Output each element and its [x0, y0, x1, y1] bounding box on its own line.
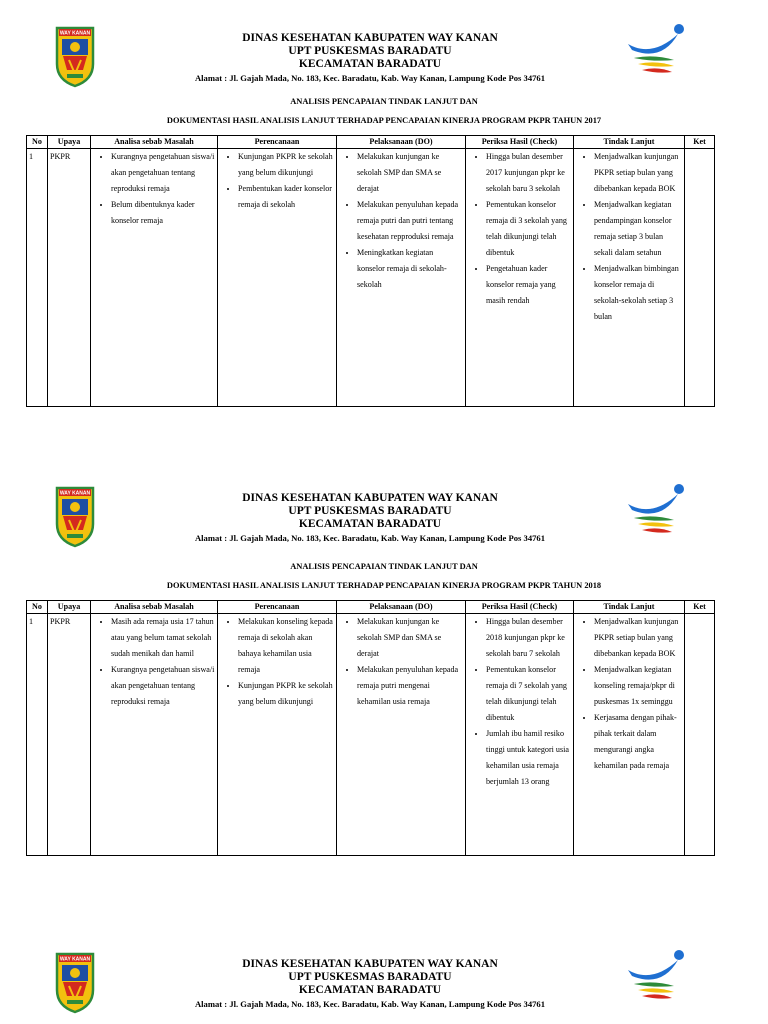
list-item: • Menjadwalkan kegiatan konseling remaja/pkpr di puskesmas 1x seminggu	[594, 662, 682, 710]
letterhead-address: Alamat : Jl. Gajah Mada, No. 183, Kec. Baradatu, Kab. Way Kanan, Lampung Kode Pos 34761	[194, 999, 546, 1009]
list-item: • Kerjasama dengan pihak-pihak terkait dalam mengurangi angka kehamilan pada remaja	[594, 710, 682, 774]
list-item: • Melakukan penyuluhan kepada remaja putri dan putri tentang kesehatan repproduksi remaja	[357, 197, 463, 245]
letterhead-address: Alamat : Jl. Gajah Mada, No. 183, Kec. Baradatu, Kab. Way Kanan, Lampung Kode Pos 34761	[194, 73, 546, 83]
list-item: • Kurangnya pengetahuan siswa/i akan pengetahuan tentang reproduksi remaja	[111, 662, 215, 710]
list-item: • Menjadwalkan kunjungan PKPR setiap bulan yang dibebankan kepada BOK	[594, 614, 682, 662]
cell-tindak-lanjut	[574, 149, 685, 407]
way-kanan-emblem-icon	[55, 950, 95, 1014]
col-header-upaya: Upaya	[48, 136, 91, 149]
list-item: • Pementukan konselor remaja di 3 sekolah yang telah dikunjungi telah dibentuk	[486, 197, 571, 261]
list-item: • Melakukan kunjungan ke sekolah SMP dan SMA se derajat	[357, 614, 463, 662]
cell-analisa	[91, 149, 218, 407]
list-item: • Belum dibentuknya kader konselor remaja	[111, 197, 215, 229]
list-item: • Pembentukan kader konselor remaja di sekolah	[238, 181, 334, 213]
list-item: • Menjadwalkan kegiatan pendampingan konselor remaja setiap 3 bulan sekali dalam setahun	[594, 197, 682, 261]
col-header-ket: Ket	[685, 136, 715, 149]
col-header-periksa: Periksa Hasil (Check)	[466, 601, 574, 614]
list-item: • Kunjungan PKPR ke sekolah yang belum dikunjungi	[238, 678, 334, 710]
analysis-table-2018	[26, 600, 715, 856]
letterhead-agency: DINAS KESEHATAN KABUPATEN WAY KANAN	[242, 492, 498, 504]
letterhead-unit: UPT PUSKESMAS BARADATU	[288, 971, 452, 983]
col-header-analisa: Analisa sebab Masalah	[91, 601, 218, 614]
col-header-pelaksanaan: Pelaksanaan (DO)	[337, 136, 466, 149]
list-item: • Hingga bulan desember 2018 kunjungan pkpr ke sekolah baru 7 sekolah	[486, 614, 571, 662]
cell-perencanaan	[218, 149, 337, 407]
col-header-pelaksanaan: Pelaksanaan (DO)	[337, 601, 466, 614]
cell-upaya: PKPR	[48, 149, 91, 407]
col-header-no: No	[27, 136, 48, 149]
cell-tindak-lanjut	[574, 614, 685, 856]
letterhead-agency: DINAS KESEHATAN KABUPATEN WAY KANAN	[242, 32, 498, 44]
health-swoosh-logo-icon	[624, 948, 686, 1008]
health-swoosh-logo-icon	[624, 22, 686, 82]
list-item: • Melakukan konseling kepada remaja di sekolah akan bahaya kehamilan usia remaja	[238, 614, 334, 678]
analysis-table-2017	[26, 135, 715, 407]
list-item: • Kurangnya pengetahuan siswa/i akan pengetahuan tentang reproduksi remaja	[111, 149, 215, 197]
col-header-no: No	[27, 601, 48, 614]
letterhead-agency: DINAS KESEHATAN KABUPATEN WAY KANAN	[242, 958, 498, 970]
svg-text:WAY KANAN: WAY KANAN	[59, 956, 91, 963]
list-item: • Meningkatkan kegiatan konselor remaja di sekolah-sekolah	[357, 245, 463, 293]
col-header-tindak-lanjut: Tindak Lanjut	[574, 136, 685, 149]
letterhead-address: Alamat : Jl. Gajah Mada, No. 183, Kec. Baradatu, Kab. Way Kanan, Lampung Kode Pos 34761	[194, 533, 546, 543]
cell-no: 1	[27, 614, 48, 856]
col-header-ket: Ket	[685, 601, 715, 614]
col-header-perencanaan: Perencanaan	[218, 601, 337, 614]
list-item: • Pementukan konselor remaja di 7 sekolah yang telah dikunjungi telah dibentuk	[486, 662, 571, 726]
letterhead	[0, 22, 768, 92]
svg-text:WAY KANAN: WAY KANAN	[59, 490, 91, 497]
list-item: • Menjadwalkan kunjungan PKPR setiap bulan yang dibebankan kepada BOK	[594, 149, 682, 197]
report-title-line1: ANALISIS PENCAPAIAN TINDAK LANJUT DAN	[290, 97, 478, 106]
col-header-upaya: Upaya	[48, 601, 91, 614]
health-swoosh-logo-icon	[624, 482, 686, 542]
list-item: • Masih ada remaja usia 17 tahun atau yang belum tamat sekolah sudah menikah dan hamil	[111, 614, 215, 662]
table-header-row	[27, 136, 715, 149]
table-row	[27, 149, 715, 407]
list-item: • Hingga bulan desember 2017 kunjungan pkpr ke sekolah baru 3 sekolah	[486, 149, 571, 197]
col-header-periksa: Periksa Hasil (Check)	[466, 136, 574, 149]
letterhead-unit: UPT PUSKESMAS BARADATU	[288, 45, 452, 57]
cell-analisa	[91, 614, 218, 856]
letterhead-district: KECAMATAN BARADATU	[298, 58, 442, 70]
report-title-line1: ANALISIS PENCAPAIAN TINDAK LANJUT DAN	[290, 562, 478, 571]
col-header-perencanaan: Perencanaan	[218, 136, 337, 149]
letterhead	[0, 482, 768, 552]
cell-periksa	[466, 149, 574, 407]
table-header-row	[27, 601, 715, 614]
col-header-tindak-lanjut: Tindak Lanjut	[574, 601, 685, 614]
cell-pelaksanaan	[337, 614, 466, 856]
list-item: • Jumlah ibu hamil resiko tinggi untuk kategori usia kehamilan usia remaja berjumlah 13 orang	[486, 726, 571, 790]
letterhead-district: KECAMATAN BARADATU	[298, 518, 442, 530]
report-title-line2: DOKUMENTASI HASIL ANALISIS LANJUT TERHADAP PENCAPAIAN KINERJA PROGRAM PKPR TAHUN 2017	[166, 116, 602, 125]
svg-text:WAY KANAN: WAY KANAN	[59, 30, 91, 37]
cell-periksa	[466, 614, 574, 856]
cell-perencanaan	[218, 614, 337, 856]
cell-ket	[685, 614, 715, 856]
list-item: • Pengetahuan kader konselor remaja yang masih rendah	[486, 261, 571, 309]
cell-pelaksanaan	[337, 149, 466, 407]
letterhead	[0, 948, 768, 1018]
letterhead-unit: UPT PUSKESMAS BARADATU	[288, 505, 452, 517]
cell-no: 1	[27, 149, 48, 407]
col-header-analisa: Analisa sebab Masalah	[91, 136, 218, 149]
way-kanan-emblem-icon	[55, 484, 95, 548]
list-item: • Melakukan penyuluhan kepada remaja putri mengenai kehamilan usia remaja	[357, 662, 463, 710]
letterhead-district: KECAMATAN BARADATU	[298, 984, 442, 996]
cell-upaya: PKPR	[48, 614, 91, 856]
list-item: • Melakukan kunjungan ke sekolah SMP dan SMA se derajat	[357, 149, 463, 197]
list-item: • Menjadwalkan bimbingan konselor remaja di sekolah-sekolah setiap 3 bulan	[594, 261, 682, 325]
table-row	[27, 614, 715, 856]
cell-ket	[685, 149, 715, 407]
way-kanan-emblem-icon	[55, 24, 95, 88]
list-item: • Kunjungan PKPR ke sekolah yang belum dikunjungi	[238, 149, 334, 181]
report-title-line2: DOKUMENTASI HASIL ANALISIS LANJUT TERHADAP PENCAPAIAN KINERJA PROGRAM PKPR TAHUN 2018	[166, 581, 602, 590]
